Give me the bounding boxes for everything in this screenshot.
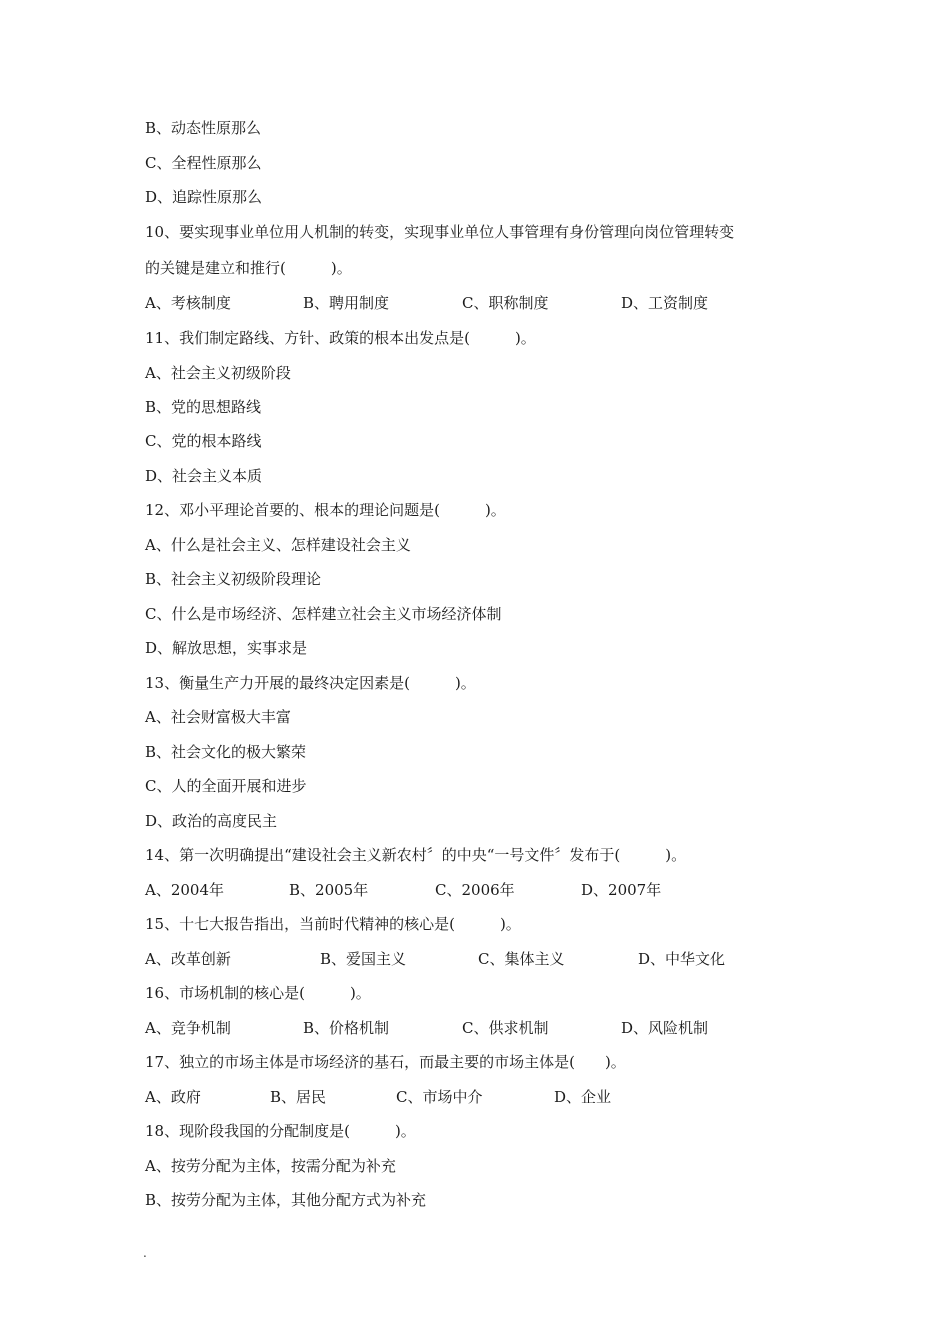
q10-option-d: D、工资制度 bbox=[621, 294, 709, 312]
q15-option-b: B、爱国主义 bbox=[320, 950, 407, 968]
question-15: 15、十七大报告指出，当前时代精神的核心是( )。 bbox=[145, 915, 521, 933]
q10-option-b: B、聘用制度 bbox=[303, 294, 390, 312]
q11-option-b: B、党的思想路线 bbox=[145, 398, 262, 416]
q12-option-a: A、什么是社会主义、怎样建设社会主义 bbox=[145, 536, 411, 554]
q10-option-c: C、职称制度 bbox=[462, 294, 549, 312]
q16-option-b: B、价格机制 bbox=[303, 1019, 390, 1037]
question-10-line2: 的关键是建立和推行( )。 bbox=[145, 259, 352, 277]
q13-option-d: D、政治的高度民主 bbox=[145, 812, 278, 830]
q14-option-d: D、2007年 bbox=[581, 881, 662, 899]
q12-option-b: B、社会主义初级阶段理论 bbox=[145, 570, 322, 588]
question-12: 12、邓小平理论首要的、根本的理论问题是( )。 bbox=[145, 501, 506, 519]
option-c-whole-process: C、全程性原那么 bbox=[145, 154, 262, 172]
question-18: 18、现阶段我国的分配制度是( )。 bbox=[145, 1122, 416, 1140]
q13-option-b: B、社会文化的极大繁荣 bbox=[145, 743, 307, 761]
question-16: 16、市场机制的核心是( )。 bbox=[145, 984, 371, 1002]
q13-option-c: C、人的全面开展和进步 bbox=[145, 777, 307, 795]
q11-option-d: D、社会主义本质 bbox=[145, 467, 263, 485]
q15-option-a: A、改革创新 bbox=[145, 950, 231, 968]
q15-option-d: D、中华文化 bbox=[638, 950, 726, 968]
q17-option-b: B、居民 bbox=[270, 1088, 327, 1106]
question-17: 17、独立的市场主体是市场经济的基石，而最主要的市场主体是( )。 bbox=[145, 1053, 626, 1071]
q10-option-a: A、考核制度 bbox=[145, 294, 231, 312]
option-b-dynamic: B、动态性原那么 bbox=[145, 119, 262, 137]
q15-option-c: C、集体主义 bbox=[478, 950, 565, 968]
q17-option-a: A、政府 bbox=[145, 1088, 201, 1106]
q16-option-c: C、供求机制 bbox=[462, 1019, 549, 1037]
q16-option-a: A、竞争机制 bbox=[145, 1019, 231, 1037]
question-10-line1: 10、要实现事业单位用人机制的转变，实现事业单位人事管理有身份管理向岗位管理转变 bbox=[145, 223, 735, 241]
question-13: 13、衡量生产力开展的最终决定因素是( )。 bbox=[145, 674, 476, 692]
q14-option-b: B、2005年 bbox=[289, 881, 369, 899]
question-14: 14、第一次明确提出“建设社会主义新农村〞的中央“一号文件〞发布于( )。 bbox=[145, 846, 687, 864]
question-11: 11、我们制定路线、方针、政策的根本出发点是( )。 bbox=[145, 329, 536, 347]
option-d-tracking: D、追踪性原那么 bbox=[145, 188, 263, 206]
q13-option-a: A、社会财富极大丰富 bbox=[145, 708, 291, 726]
q12-option-d: D、解放思想，实事求是 bbox=[145, 639, 308, 657]
q18-option-a: A、按劳分配为主体，按需分配为补充 bbox=[145, 1157, 396, 1175]
q11-option-a: A、社会主义初级阶段 bbox=[145, 364, 291, 382]
q16-option-d: D、风险机制 bbox=[621, 1019, 709, 1037]
q11-option-c: C、党的根本路线 bbox=[145, 432, 262, 450]
q12-option-c: C、什么是市场经济、怎样建立社会主义市场经济体制 bbox=[145, 605, 502, 623]
q17-option-d: D、企业 bbox=[554, 1088, 612, 1106]
q14-option-a: A、2004年 bbox=[145, 881, 225, 899]
q14-option-c: C、2006年 bbox=[435, 881, 515, 899]
q18-option-b: B、按劳分配为主体，其他分配方式为补充 bbox=[145, 1191, 427, 1209]
footer-mark: . bbox=[143, 1246, 147, 1260]
q17-option-c: C、市场中介 bbox=[396, 1088, 483, 1106]
